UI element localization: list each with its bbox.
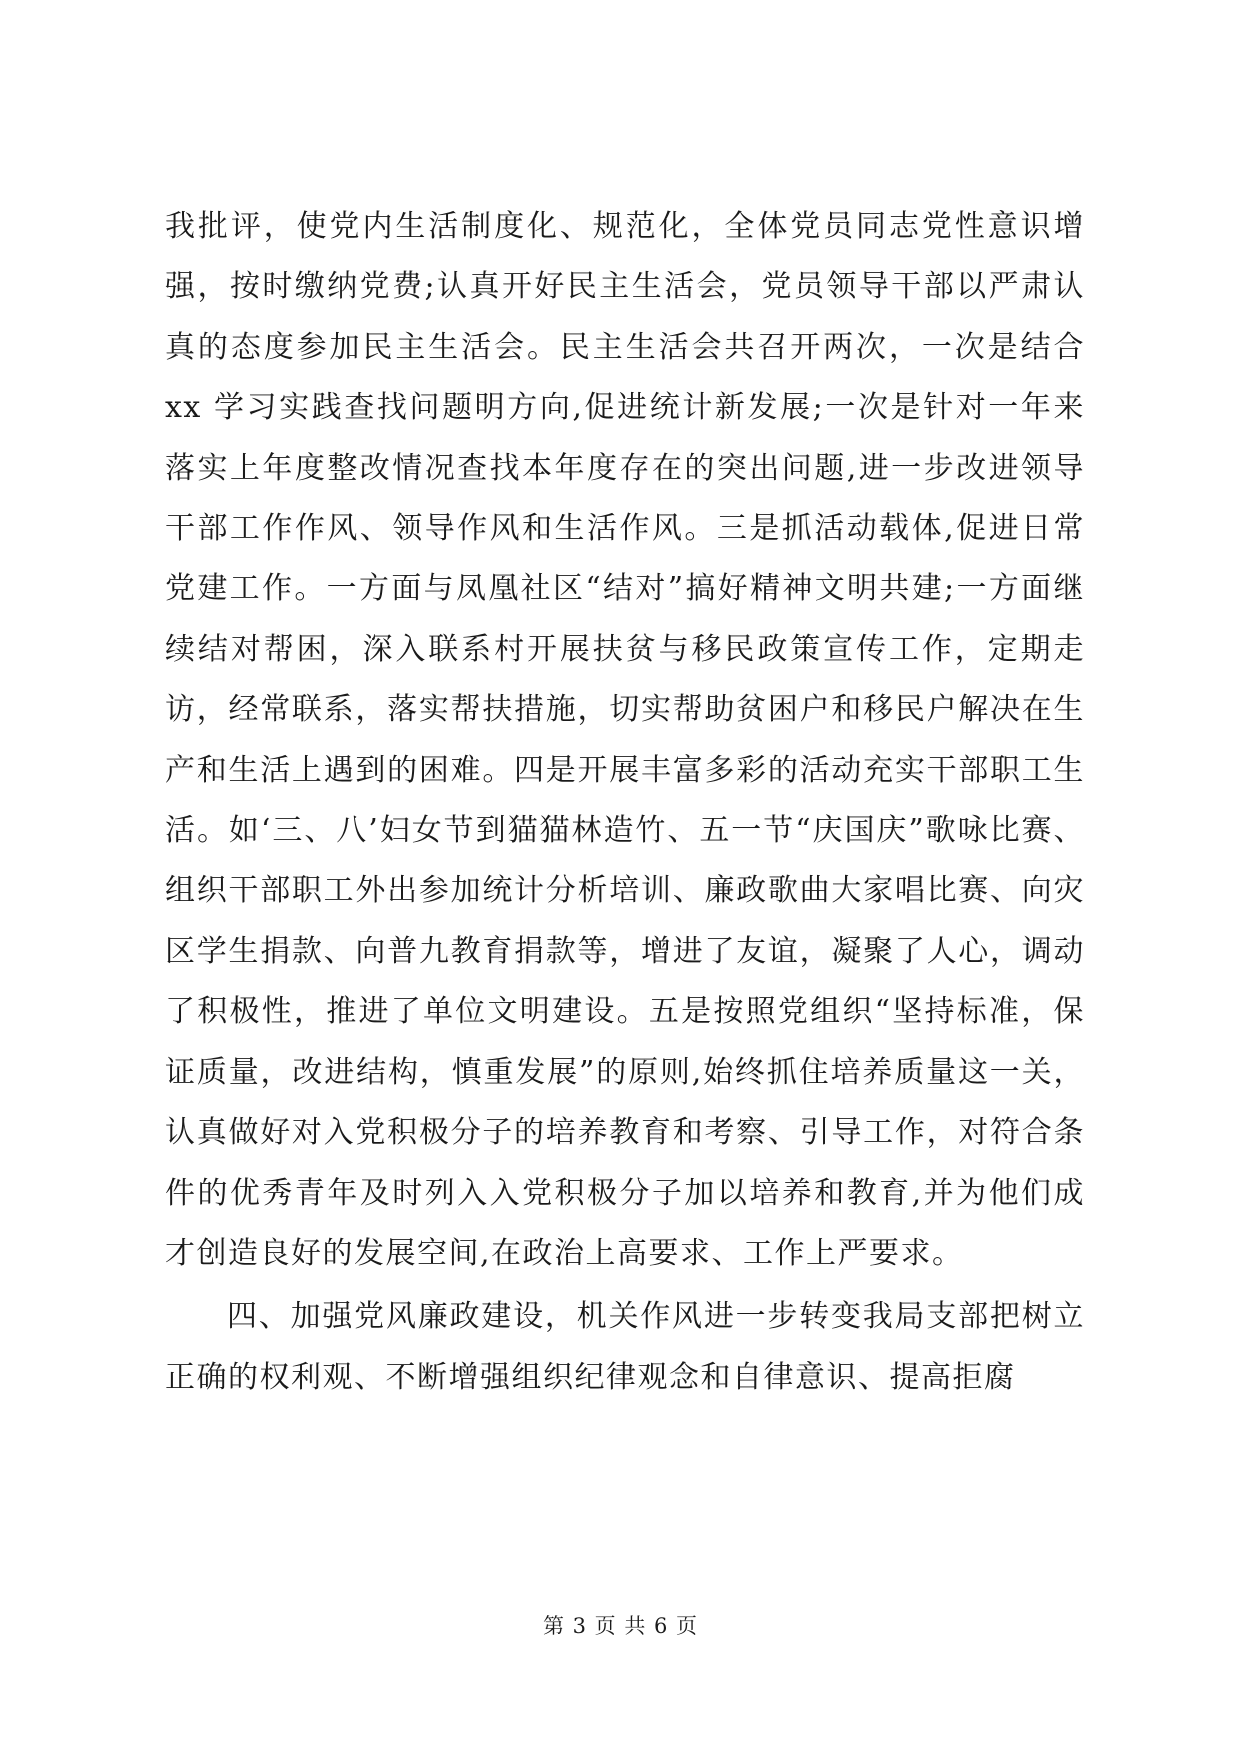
paragraph-1: 我批评，使党内生活制度化、规范化，全体党员同志党性意识增强，按时缴纳党费;认真开好民主生活会，党员领导干部以严肃认真的态度参加民主生活会。民主生活会共召开两次，一次是结合 xx 学习实践查找问题明方向,促进统计新发展;一次是针对一年来落实上年度整改情况查找本年度存在的突出问题,进一步改进领导干部工作作风、领导作风和生活作风。三是抓活动载体,促进日常党建工作。一方面与凤凰社区“结对”搞好精神文明共建;一方面继续结对帮困，深入联系村开展扶贫与移民政策宣传工作，定期走访，经常联系，落实帮扶措施，切实帮助贫困户和移民户解决在生产和生活上遇到的困难。四是开展丰富多彩的活动充实干部职工生活。如‘三、八’妇女节到猫猫林造竹、五一节“庆国庆”歌咏比赛、组织干部职工外出参加统计分析培训、廉政歌曲大家唱比赛、向灾区学生捐款、向普九教育捐款等，增进了友谊，凝聚了人心，调动了积极性，推进了单位文明建设。五是按照党组织“坚持标准，保证质量，改进结构，慎重发展”的原则,始终抓住培养质量这一关，认真做好对入党积极分子的培养教育和考察、引导工作，对符合条件的优秀青年及时列入入党积极分子加以培养和教育,并为他们成才创造良好的发展空间,在政治上高要求、工作上严要求。 — [165, 209, 1085, 1271]
page-footer: 第 3 页 共 6 页 — [542, 1614, 699, 1638]
paragraph-2: 四、加强党风廉政建设，机关作风进一步转变我局支部把树立正确的权利观、不断增强组织纪律观念和自律意识、提高拒腐 — [165, 1299, 1085, 1395]
document-body — [165, 197, 1085, 1408]
